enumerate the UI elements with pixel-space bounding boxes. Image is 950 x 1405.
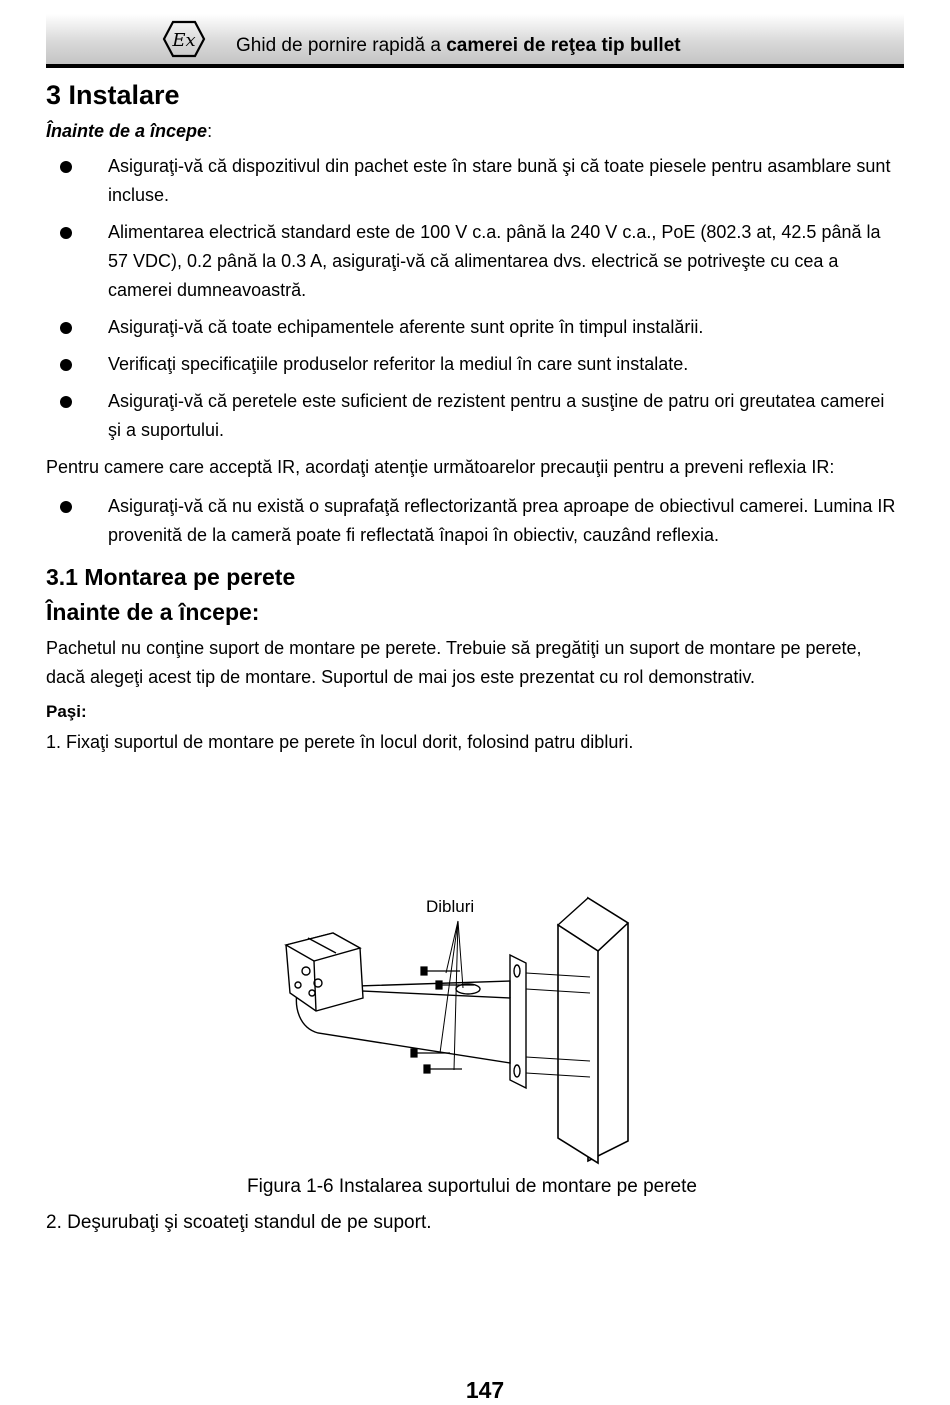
page-number: 147 bbox=[465, 1377, 505, 1403]
ir-precautions-list bbox=[46, 492, 902, 550]
section-heading: 3 Instalare bbox=[46, 80, 180, 110]
bullet-icon bbox=[60, 396, 72, 408]
svg-text:Ex: Ex bbox=[172, 30, 196, 51]
precautions-list bbox=[46, 152, 902, 445]
page-header bbox=[46, 14, 904, 68]
figure-label-dibluri: Dibluri bbox=[426, 897, 475, 916]
list-item-text: Alimentarea electrică standard este de 100 V c.a. până la 240 V c.a., PoE (802.3 at, 42.5 până la 57 VDC), 0.2 până la 0.3 A, asiguraţi-vă că alimentarea dvs. electrică se potriveşte cu cea a camerei dumneavoastră. bbox=[108, 222, 881, 300]
list-item bbox=[46, 313, 902, 342]
list-item-text: Asiguraţi-vă că peretele este suficient de rezistent pentru a susţine de patru ori greutatea camerei şi a suportului. bbox=[108, 391, 885, 440]
figure-caption: Figura 1-6 Instalarea suportului de montare pe perete bbox=[247, 1176, 697, 1197]
before-label-colon: : bbox=[207, 121, 213, 141]
before-you-start-heading: Înainte de a începe: bbox=[46, 599, 260, 625]
list-item-text: Verificaţi specificaţiile produselor referitor la mediul în care sunt instalate. bbox=[108, 354, 689, 374]
list-item bbox=[46, 492, 902, 550]
ir-paragraph: Pentru camere care acceptă IR, acordaţi atenţie următoarelor precauţii pentru a preveni reflexia IR: bbox=[46, 457, 835, 477]
bullet-icon bbox=[60, 161, 72, 173]
step-2: 2. Deşurubaţi şi scoateţi standul de pe suport. bbox=[46, 1212, 432, 1233]
list-item bbox=[46, 350, 902, 379]
subsection-heading: 3.1 Montarea pe perete bbox=[46, 564, 296, 590]
page-content bbox=[46, 76, 902, 767]
bullet-icon bbox=[60, 227, 72, 239]
list-item bbox=[46, 218, 902, 305]
ex-hexagon-logo-icon bbox=[162, 20, 206, 58]
bullet-icon bbox=[60, 359, 72, 371]
before-you-start-label bbox=[46, 121, 902, 142]
step-1: 1. Fixaţi suportul de montare pe perete în locul dorit, folosind patru dibluri. bbox=[46, 732, 634, 752]
header-title-plain: Ghid de pornire rapidă a bbox=[236, 35, 447, 56]
list-item bbox=[46, 152, 902, 210]
steps-label: Paşi: bbox=[46, 702, 87, 721]
header-title bbox=[236, 35, 681, 57]
bullet-icon bbox=[60, 322, 72, 334]
header-title-bold: camerei de reţea tip bullet bbox=[446, 35, 681, 56]
wall-mount-paragraph: Pachetul nu conţine suport de montare pe perete. Trebuie să pregătiţi un suport de montare pe perete, dacă alegeţi acest tip de montare. Suportul de mai jos este prezentat cu rol demonstrativ. bbox=[46, 638, 862, 687]
wall-mount-illustration bbox=[278, 893, 668, 1168]
list-item-text: Asiguraţi-vă că nu există o suprafaţă reflectorizantă prea aproape de obiectivul camerei. Lumina IR provenită de la cameră poate fi reflectată înapoi în obiectiv, cauzând reflexia. bbox=[108, 496, 896, 545]
list-item-text: Asiguraţi-vă că toate echipamentele aferente sunt oprite în timpul instalării. bbox=[108, 317, 704, 337]
list-item-text: Asiguraţi-vă că dispozitivul din pachet este în stare bună şi că toate piesele pentru asamblare sunt incluse. bbox=[108, 156, 891, 205]
before-label-text: Înainte de a începe bbox=[46, 121, 208, 141]
list-item bbox=[46, 387, 902, 445]
bullet-icon bbox=[60, 501, 72, 513]
